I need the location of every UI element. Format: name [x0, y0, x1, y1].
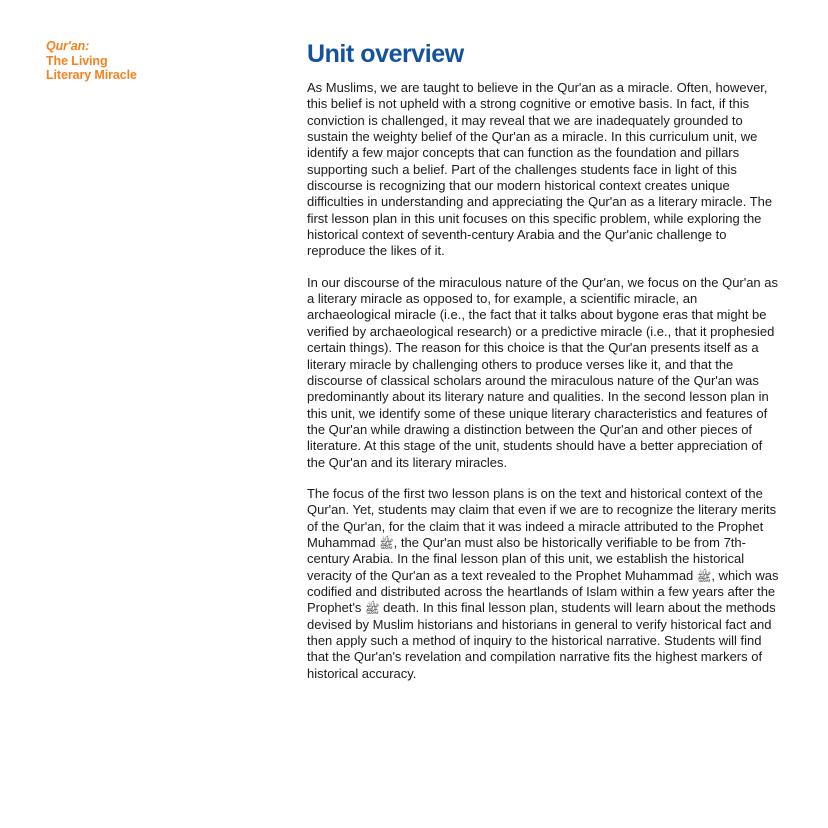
unit-title-line-1: Qur'an: [46, 39, 90, 53]
body-copy [307, 80, 779, 682]
paragraph-3-segment-2: , the Qur'an must also be historically verifiable to be from 7th-century Arabia. In the final lesson plan of this unit, we establish the historical veracity of the Qur'an as a text revealed to the Prophet Muhammad [307, 534, 746, 583]
honorific-sallallahu-icon: ﷺ [696, 569, 712, 584]
unit-title-line-2: The Living [46, 53, 108, 68]
main-content [307, 39, 779, 682]
unit-title-line-3: Literary Miracle [46, 68, 137, 83]
honorific-sallallahu-icon: ﷺ [365, 602, 380, 617]
paragraph-3-segment-4: death. In this final lesson plan, students will learn about the methods devised by Muslim historians and historians in general to verify historical fact and then apply such a method of inquiry to the historical narrative. Students will find that the Qur'an's revelation and compilation narrative fits the highest markers of historical accuracy. [307, 600, 776, 681]
paragraph-2: In our discourse of the miraculous nature of the Qur'an, we focus on the Qur'an as a literary miracle as opposed to, for example, a scientific miracle, an archaeological miracle (i.e., the fact that it talks about bygone eras that might be verified by archaeological research) or a predictive miracle (i.e., that it prophesied certain things). The reason for this choice is that the Qur'an presents itself as a literary miracle by challenging others to produce verses like it, and that the discourse of classical scholars around the miraculous nature of the Qur'an was predominantly about its literary nature and qualities. In the second lesson plan in this unit, we identify some of these unique literary characteristics and features of the Qur'an while drawing a distinction between the Qur'an and other pieces of literature. At this stage of the unit, students should have a better appreciation of the Qur'an and its literary miracles. [307, 274, 778, 470]
paragraph-1: As Muslims, we are taught to believe in the Qur'an as a miracle. Often, however, this belief is not upheld with a strong cognitive or emotive basis. In fact, if this conviction is challenged, it may reveal that we are inadequately grounded to sustain the weighty belief of the Qur'an as a miracle. In this curriculum unit, we identify a few major concepts that can function as the foundation and pillars supporting such a belief. Part of the challenges students face in light of this discourse is recognizing that our modern historical context creates unique difficulties in understanding and appreciating the Qur'an as a literary miracle. The first lesson plan in this unit focuses on this specific problem, while exploring the historical context of seventh-century Arabia and the Qur'anic challenge to reproduce the likes of it. [307, 80, 773, 259]
sidebar [46, 39, 256, 83]
page-title: Unit overview [307, 40, 464, 68]
paragraph-3-segment-1: The focus of the first two lesson plans is on the text and historical context of the Qur'an. Yet, students may claim that even if we are to recognize the literary merits of the Qur'an, for the claim that it was indeed a miracle attributed to the Prophet Muhammad [307, 485, 777, 550]
unit-title [46, 39, 256, 83]
paragraph-3 [307, 486, 779, 682]
honorific-sallallahu-icon: ﷺ [379, 536, 394, 551]
paragraph-3-segment-3: , which was codified and distributed across the heartlands of Islam within a few years after the Prophet's [307, 567, 779, 616]
